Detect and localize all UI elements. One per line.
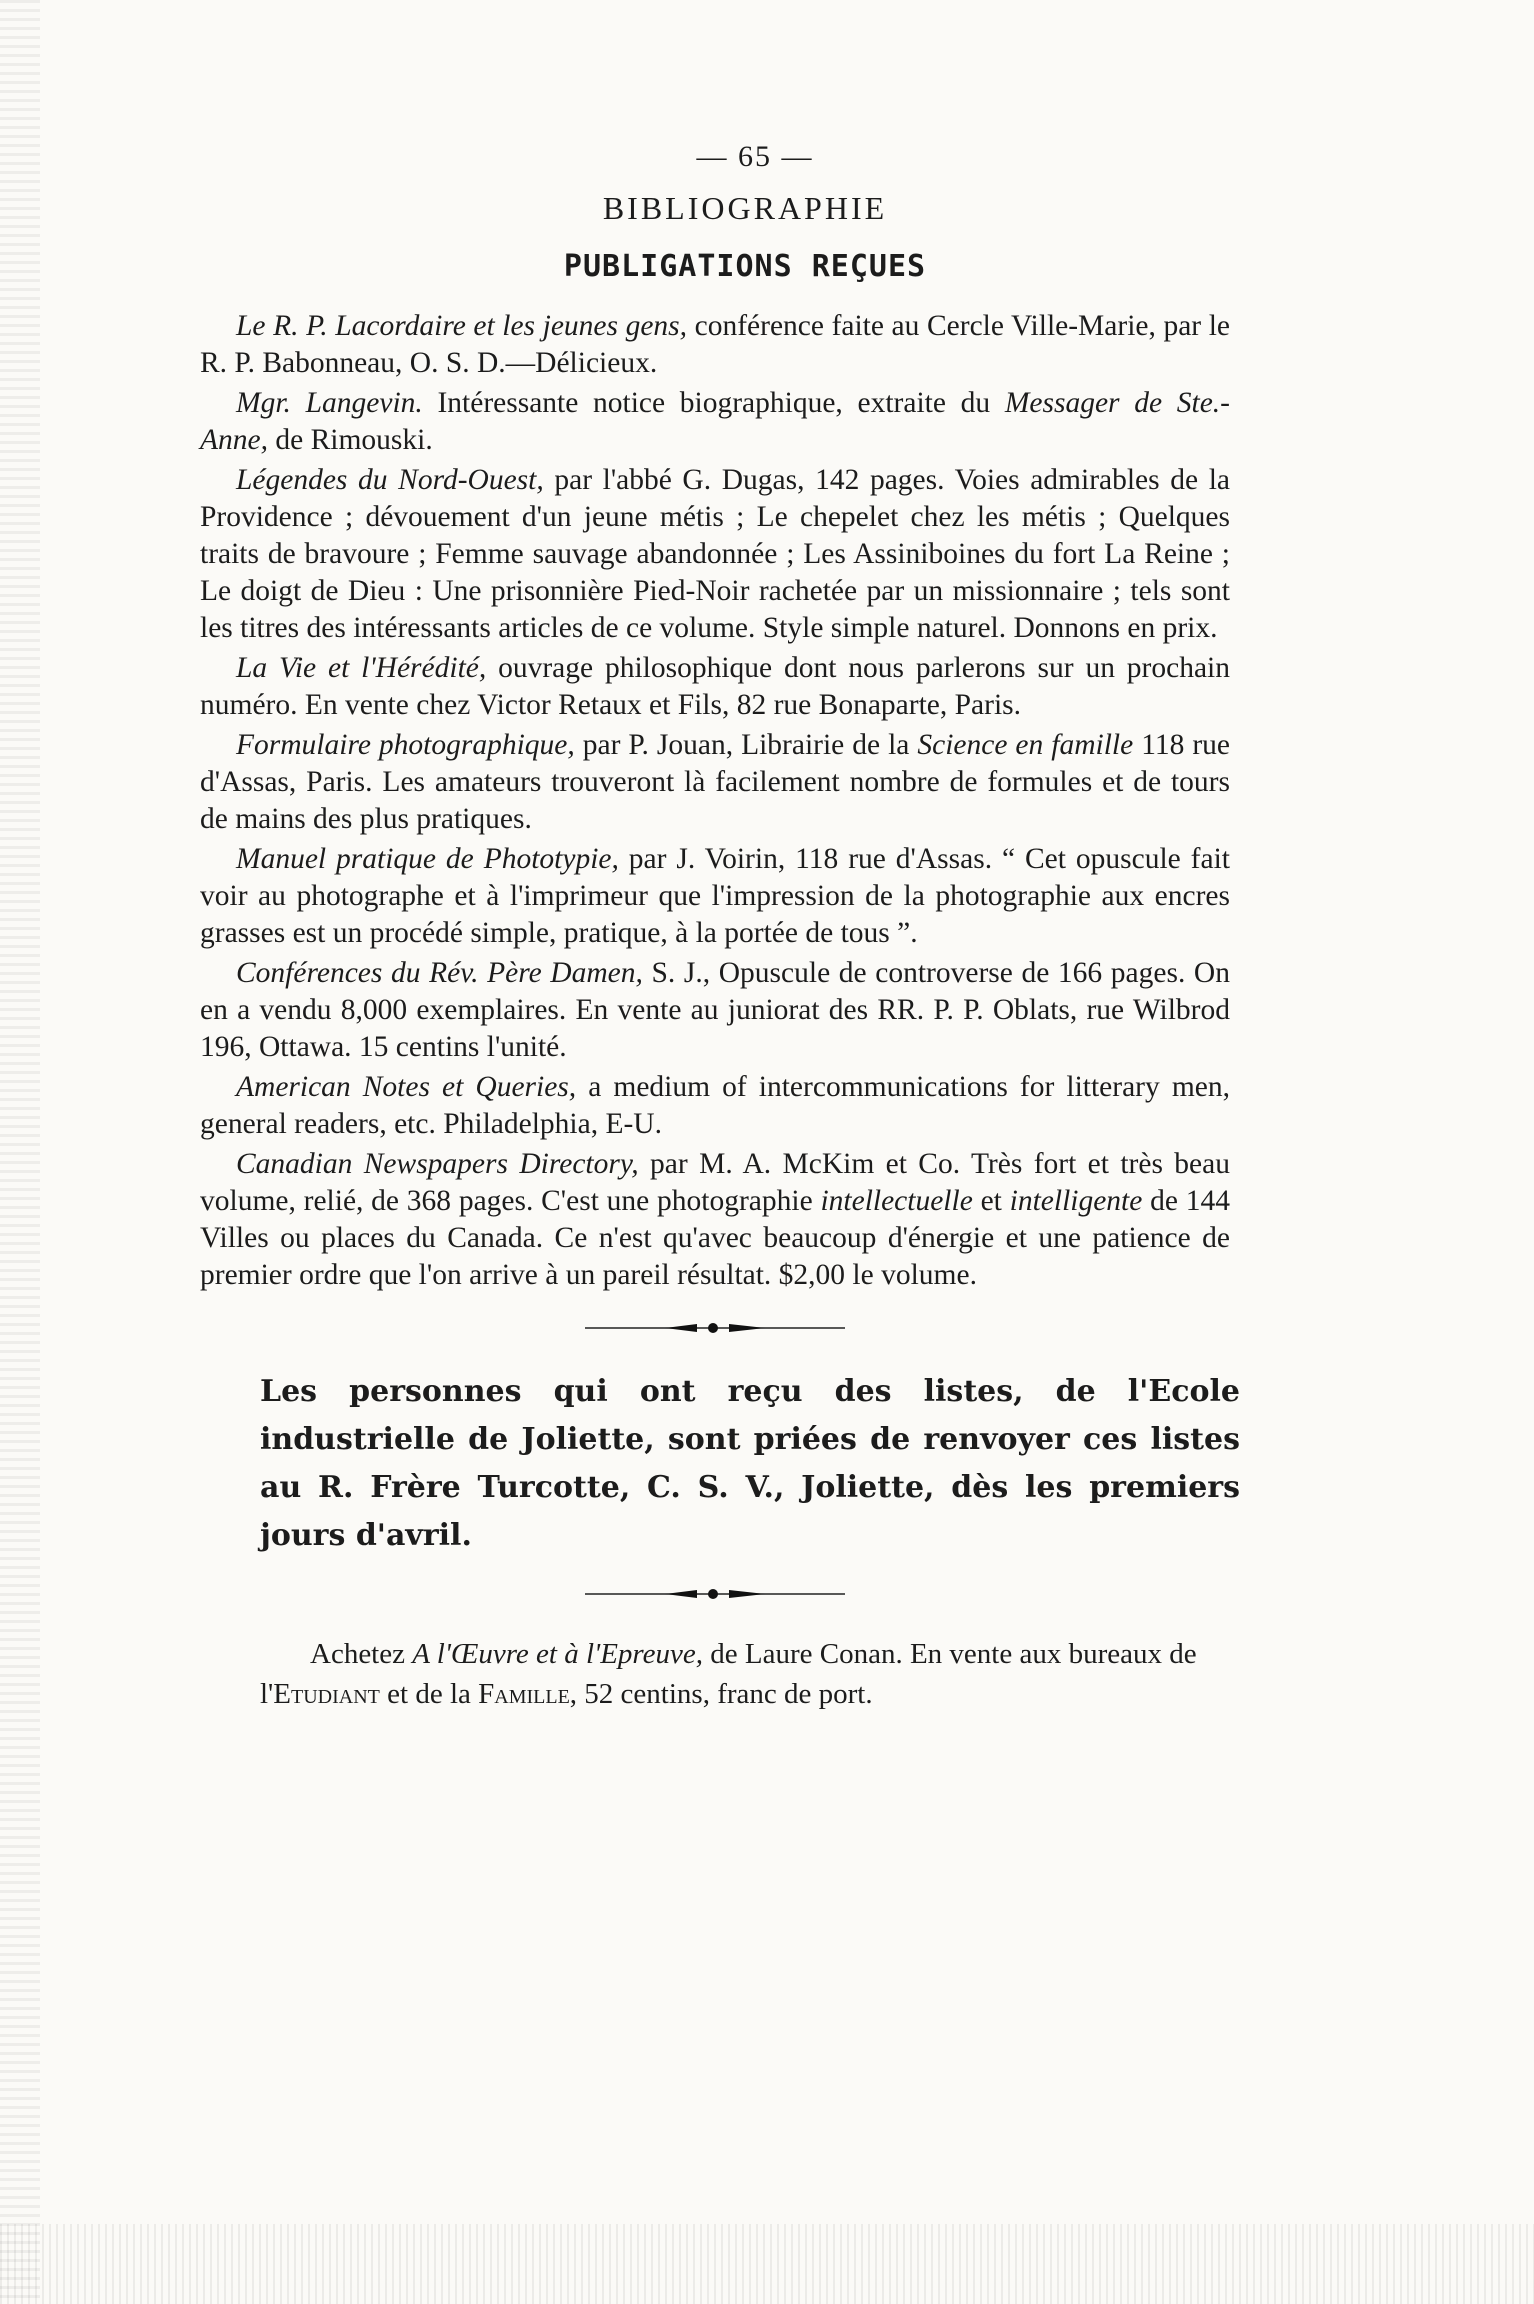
- entry-emphasis: Messager de Ste.-Anne,: [200, 387, 1230, 456]
- entry-text: Intéressante notice biographique, extraite du: [422, 387, 1005, 419]
- bibliography-entry: [200, 1146, 1230, 1294]
- advert-text: de Laure Conan. En vente aux bureaux de l': [260, 1638, 1197, 1710]
- bibliography-list: [200, 308, 1230, 1294]
- entry-emphasis: intelligente: [1009, 1185, 1143, 1217]
- entry-text: S. J., Opuscule de controverse de 166 pages. On en a vendu 8,000 exemplaires. En vente au juniorat des RR. P. P. Oblats, rue Wilbrod 196, Ottawa. 15 centins l'unité.: [200, 957, 1230, 1063]
- document-page: [200, 140, 1240, 1714]
- entry-title: American Notes et Queries,: [236, 1071, 577, 1103]
- ornamental-divider: [200, 1318, 1230, 1338]
- bibliography-entry: [200, 1069, 1230, 1143]
- entry-text: a medium of intercommunications for litterary men, general readers, etc. Philadelphia, E-U.: [200, 1071, 1230, 1140]
- subsection-title: PUBLIGATIONS REÇUES: [563, 249, 927, 284]
- entry-title: Le R. P. Lacordaire et les jeunes gens,: [236, 310, 688, 342]
- section-title: BIBLIOGRAPHIE: [602, 190, 888, 226]
- entry-text: par M. A. McKim et Co. Très fort et très beau volume, relié, de 368 pages. C'est une photographie: [200, 1148, 1230, 1217]
- bibliography-entry: [200, 385, 1230, 459]
- entry-text: ouvrage philosophique dont nous parlerons sur un prochain numéro. En vente chez Victor Retaux et Fils, 82 rue Bonaparte, Paris.: [200, 652, 1231, 721]
- bottom-edge-scan-noise: [0, 2224, 1534, 2304]
- entry-title: Manuel pratique de Phototypie,: [236, 843, 619, 875]
- entry-text: conférence faite au Cercle Ville-Marie, par le R. P. Babonneau, O. S. D.—Délicieux.: [200, 310, 1230, 379]
- advert-title: A l'Œuvre et à l'Epreuve,: [412, 1638, 704, 1670]
- advertisement-paragraph: [260, 1634, 1240, 1714]
- entry-text: et: [972, 1185, 1010, 1217]
- entry-title: La Vie et l'Hérédité,: [236, 652, 487, 684]
- advert-text: et de la: [379, 1678, 479, 1710]
- entry-text: de Rimouski.: [268, 424, 433, 456]
- divider-ornament-icon: [585, 1318, 845, 1338]
- entry-title: Légendes du Nord-Ouest,: [236, 464, 544, 496]
- entry-text: par J. Voirin, 118 rue d'Assas. “ Cet opuscule fait voir au photographe et à l'imprimeur que l'impression de la photographie aux encres grasses est un procédé simple, pratique, à la portée de tous ”.: [200, 843, 1230, 949]
- ornamental-divider: [200, 1584, 1230, 1604]
- left-edge-scan-noise: [0, 0, 40, 2304]
- entry-emphasis: Science en famille: [917, 729, 1134, 761]
- bibliography-entry: [200, 841, 1230, 952]
- entry-text: 118 rue d'Assas, Paris. Les amateurs trouveront là facilement nombre de formules et de tours de mains des plus pratiques.: [200, 729, 1230, 835]
- entry-text: par l'abbé G. Dugas, 142 pages. Voies admirables de la Providence ; dévouement d'un jeune métis ; Le chepelet chez les métis ; Quelques traits de bravoure ; Femme sauvage abandonnée ; Les Assiniboines du fort La Reine ; Le doigt de Dieu : Une prisonnière Pied-Noir rachetée par un missionnaire ; tels sont les titres des intéressants articles de ce volume. Style simple naturel. Donnons en prix.: [200, 464, 1230, 644]
- entry-text: par P. Jouan, Librairie de la: [574, 729, 918, 761]
- entry-title: Mgr. Langevin.: [236, 387, 423, 419]
- notice-paragraph: Les personnes qui ont reçu des listes, de l'Ecole industrielle de Joliette, sont priées de renvoyer ces listes au R. Frère Turcotte, C. S. V., Joliette, dès les premiers jours d'avril.: [260, 1374, 1240, 1553]
- bibliography-entry: [200, 955, 1230, 1066]
- entry-title: Formulaire photographique,: [236, 729, 575, 761]
- entry-title: Canadian Newspapers Directory,: [236, 1148, 639, 1180]
- advert-smallcaps: Famille: [478, 1678, 570, 1710]
- bibliography-entry: [200, 650, 1230, 724]
- bibliography-entry: [200, 727, 1230, 838]
- bibliography-entry: [200, 462, 1230, 647]
- page-number: — 65 —: [696, 140, 814, 173]
- entry-text: de 144 Villes ou places du Canada. Ce n'est qu'avec beaucoup d'énergie et une patience de premier ordre que l'on arrive à un pareil résultat. $2,00 le volume.: [200, 1185, 1230, 1291]
- advert-text: Achetez: [310, 1638, 413, 1670]
- advert-text: , 52 centins, franc de port.: [569, 1678, 873, 1710]
- advert-smallcaps: Etudiant: [273, 1678, 380, 1710]
- entry-title: Conférences du Rév. Père Damen,: [236, 957, 643, 989]
- entry-emphasis: intellectuelle: [820, 1185, 973, 1217]
- bibliography-entry: [200, 308, 1230, 382]
- divider-ornament-icon: [585, 1584, 845, 1604]
